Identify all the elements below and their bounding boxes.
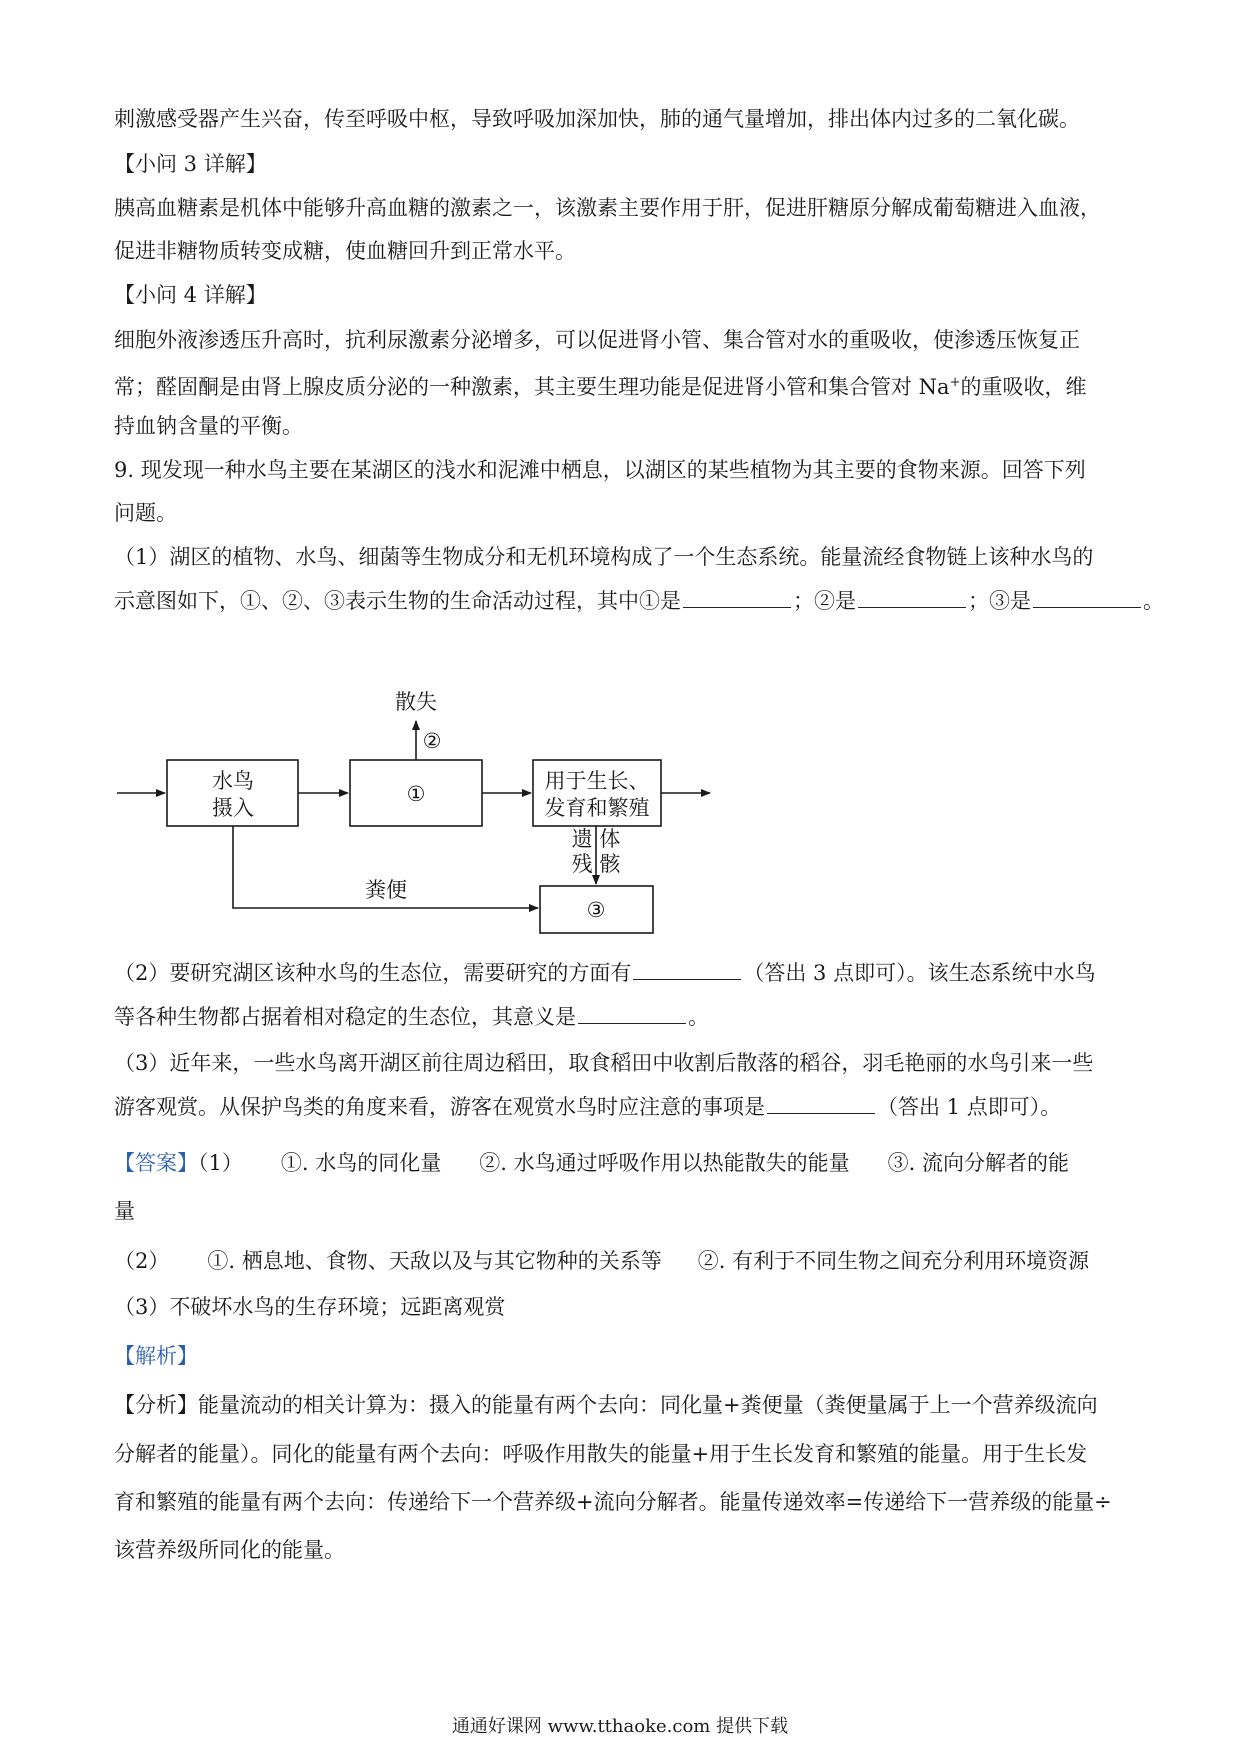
question-stem: 问题。 [114, 501, 177, 525]
text-line: 细胞外液渗透压升高时，抗利尿激素分泌增多，可以促进肾小管、集合管对水的重吸收，使渗透压恢复正 [114, 328, 1080, 352]
answer-number: （1） [198, 1151, 243, 1175]
text-segment: 的重吸收，维 [960, 375, 1087, 399]
analysis-line: 该营养级所同化的能量。 [114, 1538, 345, 1562]
text-segment: 能量流动的相关计算为：摄入的能量有两个去向：同化量+粪便量（粪便量属于上一个营养级流向 [198, 1393, 1098, 1417]
superscript: + [949, 375, 961, 390]
text-segment: 游客观赏。从保护鸟类的角度来看，游客在观赏水鸟时应注意的事项是 [114, 1095, 765, 1119]
growth-label-2: 发育和繁殖 [544, 796, 650, 820]
answer-number: （2） [114, 1249, 170, 1273]
text-segment: （2）要研究湖区该种水鸟的生态位，需要研究的方面有 [114, 961, 632, 985]
sub-question-2 [114, 1002, 709, 1032]
text-line: 刺激感受器产生兴奋，传至呼吸中枢，导致呼吸加深加快，肺的通气量增加，排出体内过多的二氧化碳。 [114, 107, 1080, 131]
text-segment: （答出 3 点即可）。该生态系统中水鸟 [743, 961, 1096, 985]
remains-label-1: 遗 体 [571, 827, 621, 851]
answer-label: 【答案】 [114, 1151, 198, 1175]
answer-line-1-cont: 量 [114, 1199, 135, 1223]
text-segment: 。 [688, 1005, 709, 1029]
text-line: 持血钠含量的平衡。 [114, 414, 303, 438]
assimilation-label: ① [406, 782, 426, 806]
answer-line-2 [114, 1246, 1089, 1276]
text-segment: 示意图如下，①、②、③表示生物的生命活动过程，其中①是 [114, 589, 681, 613]
answer-item: ②. 有利于不同生物之间充分利用环境资源 [697, 1249, 1090, 1273]
text-segment: 常；醛固酮是由肾上腺皮质分泌的一种激素，其主要生理功能是促进肾小管和集合管对 Na [114, 375, 950, 399]
analysis-line [114, 1390, 1098, 1420]
loss-label: 散失 [395, 690, 437, 714]
text-line: 胰高血糖素是机体中能够升高血糖的激素之一，该激素主要作用于肝，促进肝糖原分解成葡萄糖进入血液， [114, 196, 1101, 220]
answer-item: ①. 栖息地、食物、天敌以及与其它物种的关系等 [207, 1249, 662, 1273]
feces-label: 粪便 [365, 878, 407, 902]
answer-line-3: （3）不破坏水鸟的生存环境；远距离观赏 [114, 1295, 506, 1319]
text-segment: 。 [1143, 589, 1164, 613]
text-line: 促进非糖物质转变成糖，使血糖回升到正常水平。 [114, 239, 576, 263]
analysis-line: 育和繁殖的能量有两个去向：传递给下一个营养级+流向分解者。能量传递效率=传递给下一营养级的能量÷ [114, 1490, 1112, 1514]
analysis-label: 【分析】 [114, 1393, 198, 1417]
intake-label-2: 摄入 [212, 796, 254, 820]
answer-item: ①. 水鸟的同化量 [280, 1151, 442, 1175]
question-stem: 9. 现发现一种水鸟主要在某湖区的浅水和泥滩中栖息，以湖区的某些植物为其主要的食物来源。回答下列 [114, 458, 1086, 482]
analysis-line: 分解者的能量）。同化的能量有两个去向：呼吸作用散失的能量+用于生长发育和繁殖的能量。用于生长发 [114, 1442, 1088, 1466]
sub-question-1: （1）湖区的植物、水鸟、细菌等生物成分和无机环境构成了一个生态系统。能量流经食物链上该种水鸟的 [114, 545, 1094, 569]
answer-line-1 [114, 1148, 1069, 1178]
text-segment: ；②是 [793, 589, 856, 613]
intake-label-1: 水鸟 [212, 769, 254, 793]
growth-label-1: 用于生长、 [544, 769, 650, 793]
analysis-heading: 【解析】 [114, 1344, 198, 1368]
sub-question-3: （3）近年来，一些水鸟离开湖区前往周边稻田，取食稻田中收割后散落的稻谷，羽毛艳丽的水鸟引来一些 [114, 1051, 1094, 1075]
text-segment: （答出 1 点即可）。 [877, 1095, 1062, 1119]
sub-question-3 [114, 1092, 1061, 1122]
respiration-label: ② [422, 729, 442, 753]
answer-blank [578, 1005, 686, 1024]
remains-label-2: 残 骸 [571, 852, 621, 876]
page-footer: 通通好课网 www.tthaoke.com 提供下载 [451, 1716, 789, 1737]
text-segment: ；③是 [968, 589, 1031, 613]
section-heading: 【小问 4 详解】 [114, 283, 267, 307]
answer-blank [633, 961, 741, 980]
answer-item: ②. 水鸟通过呼吸作用以热能散失的能量 [479, 1151, 850, 1175]
text-segment: 等各种生物都占据着相对稳定的生态位，其意义是 [114, 1005, 576, 1029]
sub-question-2 [114, 958, 1096, 988]
section-heading: 【小问 3 详解】 [114, 152, 267, 176]
decomposer-label: ③ [586, 898, 606, 922]
answer-blank [767, 1095, 875, 1114]
answer-item: ③. 流向分解者的能 [887, 1151, 1069, 1175]
